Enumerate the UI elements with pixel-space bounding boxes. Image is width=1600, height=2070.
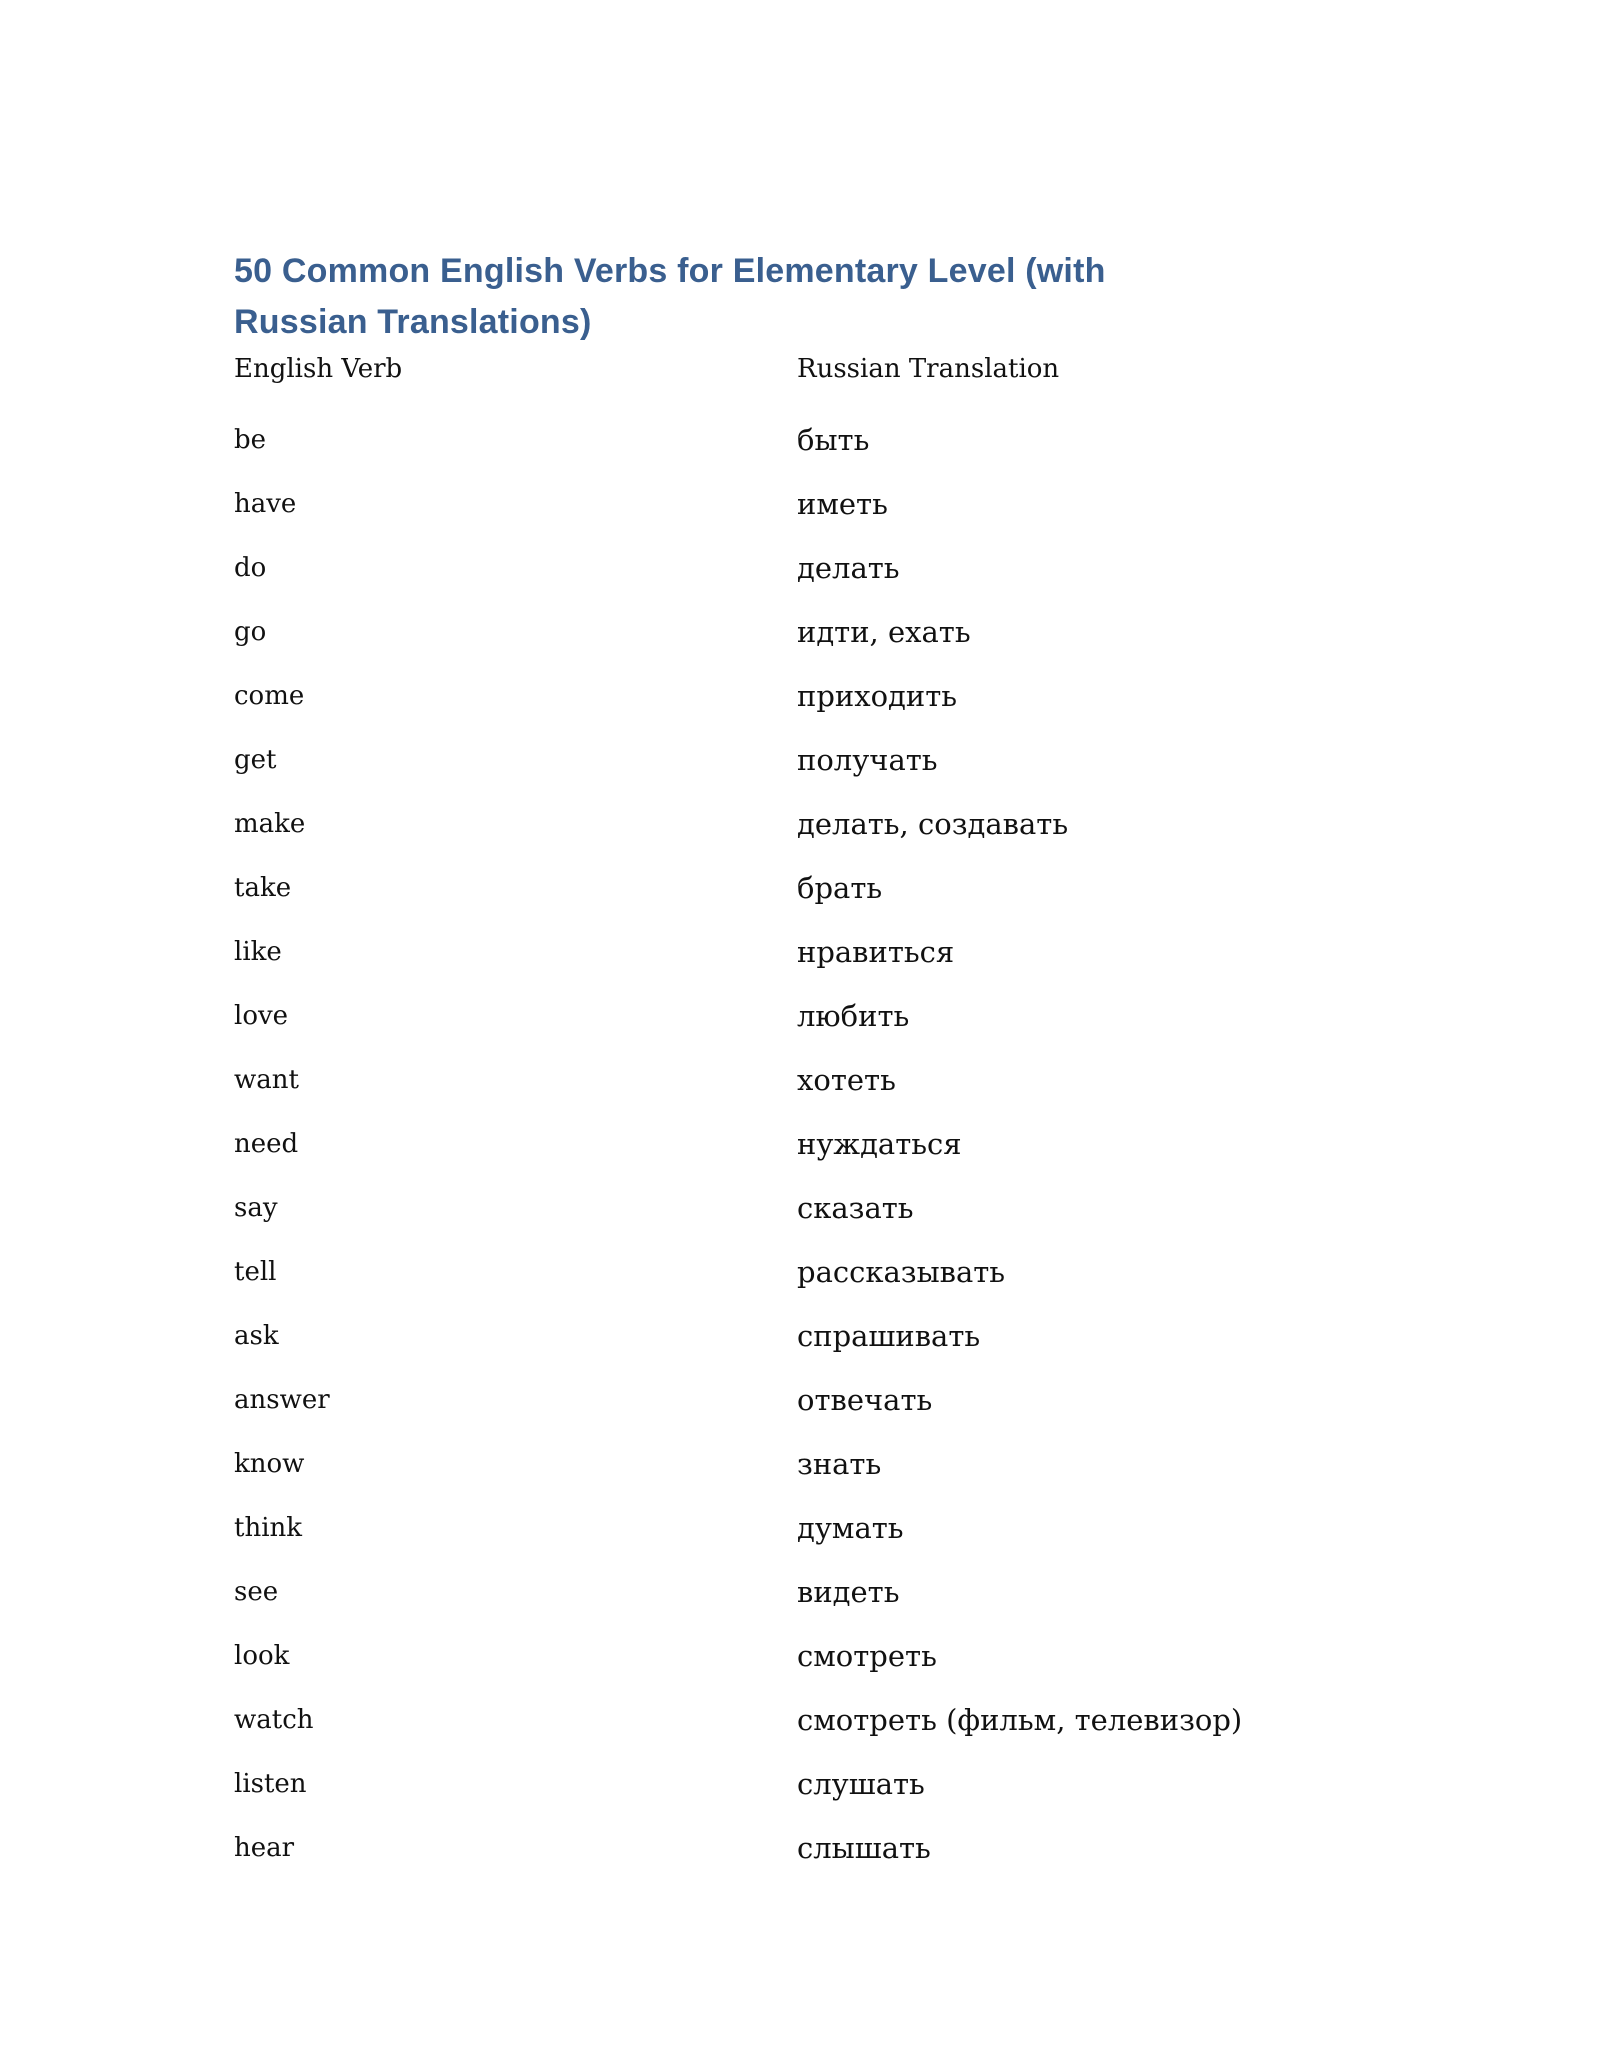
english-verb-cell: take	[234, 873, 292, 903]
russian-translation-cell: брать	[797, 871, 883, 905]
table-row	[234, 1816, 1334, 1880]
table-row	[234, 1688, 1334, 1752]
english-verb-cell: say	[234, 1193, 278, 1223]
english-verb-cell: get	[234, 745, 277, 775]
english-verb-cell: see	[234, 1577, 279, 1607]
table-row	[234, 1240, 1334, 1304]
english-verb-cell: make	[234, 809, 306, 839]
russian-translation-cell: сказать	[797, 1191, 914, 1225]
russian-translation-cell: делать, создавать	[797, 807, 1069, 841]
table-row	[234, 408, 1334, 472]
english-verb-cell: ask	[234, 1321, 279, 1351]
english-verb-cell: have	[234, 489, 297, 519]
english-verb-cell: listen	[234, 1769, 307, 1799]
table-body	[234, 408, 1334, 1880]
english-verb-cell: do	[234, 553, 267, 583]
russian-translation-cell: получать	[797, 743, 938, 777]
russian-translation-cell: смотреть (фильм, телевизор)	[797, 1703, 1243, 1737]
english-verb-cell: need	[234, 1129, 299, 1159]
russian-translation-cell: идти, ехать	[797, 615, 971, 649]
russian-translation-cell: любить	[797, 999, 910, 1033]
english-verb-cell: come	[234, 681, 305, 711]
russian-translation-cell: иметь	[797, 487, 888, 521]
table-row	[234, 536, 1334, 600]
table-row	[234, 1304, 1334, 1368]
table-row	[234, 1624, 1334, 1688]
russian-translation-cell: видеть	[797, 1575, 900, 1609]
russian-translation-cell: хотеть	[797, 1063, 896, 1097]
table-row	[234, 920, 1334, 984]
russian-translation-cell: делать	[797, 551, 900, 585]
english-verb-cell: think	[234, 1513, 303, 1543]
english-verb-cell: know	[234, 1449, 305, 1479]
header-russian-translation: Russian Translation	[797, 354, 1060, 384]
table-row	[234, 600, 1334, 664]
header-english-verb: English Verb	[234, 354, 403, 384]
table-row	[234, 664, 1334, 728]
table-row	[234, 1432, 1334, 1496]
russian-translation-cell: нуждаться	[797, 1127, 962, 1161]
english-verb-cell: look	[234, 1641, 290, 1671]
russian-translation-cell: приходить	[797, 679, 958, 713]
table-row	[234, 1176, 1334, 1240]
table-row	[234, 1112, 1334, 1176]
english-verb-cell: answer	[234, 1385, 330, 1415]
table-header-row	[234, 348, 1334, 390]
english-verb-cell: hear	[234, 1833, 295, 1863]
table-row	[234, 856, 1334, 920]
english-verb-cell: like	[234, 937, 282, 967]
russian-translation-cell: отвечать	[797, 1383, 933, 1417]
russian-translation-cell: знать	[797, 1447, 882, 1481]
verb-table	[234, 348, 1334, 1880]
russian-translation-cell: слушать	[797, 1767, 925, 1801]
table-row	[234, 792, 1334, 856]
table-row	[234, 1752, 1334, 1816]
table-row	[234, 1368, 1334, 1432]
russian-translation-cell: быть	[797, 423, 870, 457]
table-row	[234, 728, 1334, 792]
table-row	[234, 1048, 1334, 1112]
table-row	[234, 1496, 1334, 1560]
table-row	[234, 472, 1334, 536]
russian-translation-cell: смотреть	[797, 1639, 937, 1673]
russian-translation-cell: нравиться	[797, 935, 955, 969]
english-verb-cell: be	[234, 425, 267, 455]
table-row	[234, 984, 1334, 1048]
russian-translation-cell: спрашивать	[797, 1319, 981, 1353]
table-row	[234, 1560, 1334, 1624]
english-verb-cell: watch	[234, 1705, 314, 1735]
russian-translation-cell: слышать	[797, 1831, 931, 1865]
english-verb-cell: go	[234, 617, 267, 647]
russian-translation-cell: рассказывать	[797, 1255, 1006, 1289]
russian-translation-cell: думать	[797, 1511, 904, 1545]
english-verb-cell: want	[234, 1065, 299, 1095]
english-verb-cell: love	[234, 1001, 289, 1031]
english-verb-cell: tell	[234, 1257, 277, 1287]
document-title: 50 Common English Verbs for Elementary Level (with Russian Translations)	[234, 252, 1106, 341]
